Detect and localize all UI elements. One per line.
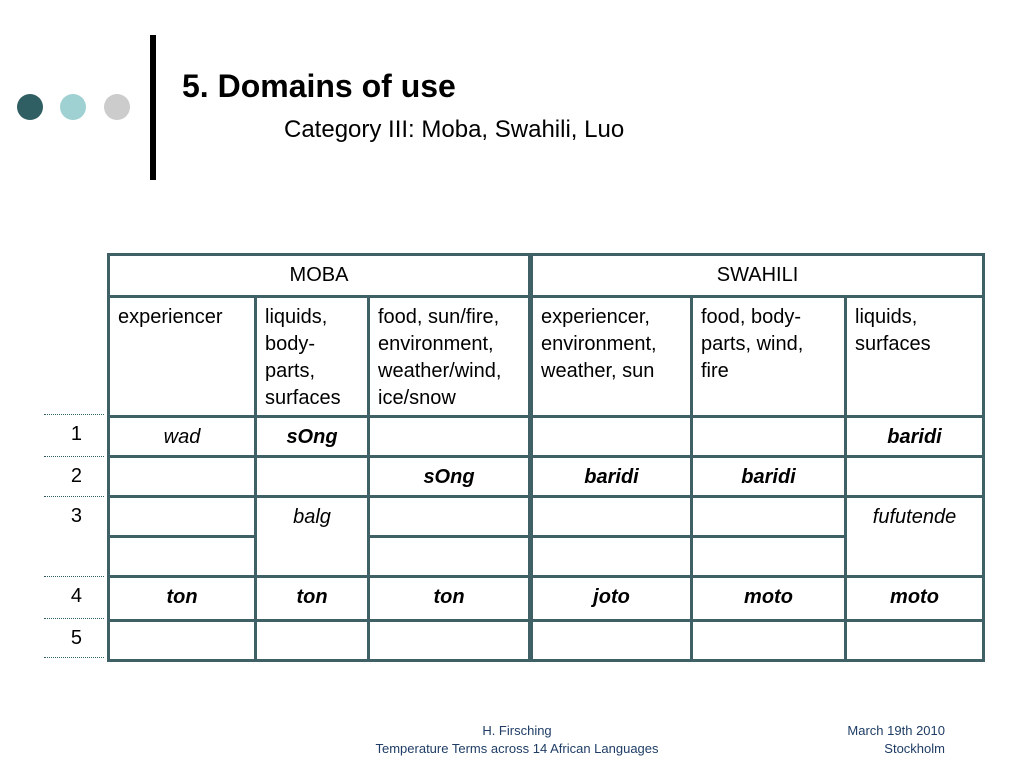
- table-cell: moto: [846, 577, 984, 621]
- table-cell: [692, 417, 846, 457]
- category-cell: liquids, body-parts, surfaces: [256, 297, 369, 417]
- category-cell: food, sun/fire, environment, weather/wind, ice/snow: [369, 297, 531, 417]
- row-label-2: 2: [44, 456, 104, 496]
- footer-center: [300, 722, 734, 758]
- table-cell: [109, 621, 256, 661]
- footer-right: [847, 722, 945, 758]
- category-cell: experiencer: [109, 297, 256, 417]
- title-divider-bar: [150, 35, 156, 180]
- slide-title: 5. Domains of use: [182, 68, 456, 104]
- table-cell: sOng: [369, 457, 531, 497]
- table-cell: ton: [109, 577, 256, 621]
- table-cell: joto: [531, 577, 692, 621]
- table-cell: baridi: [846, 417, 984, 457]
- table-cell: ton: [256, 577, 369, 621]
- row-label-4: 4: [44, 576, 104, 618]
- table-cell: [531, 417, 692, 457]
- footer-date: March 19th 2010: [847, 723, 945, 738]
- category-row: [109, 297, 984, 417]
- table-cell: [846, 457, 984, 497]
- decor-dot-light: [60, 94, 86, 120]
- table-cell: [846, 621, 984, 661]
- decor-dot-gray: [104, 94, 130, 120]
- category-cell: experiencer, environment, weather, sun: [531, 297, 692, 417]
- group-header-moba: MOBA: [109, 255, 531, 297]
- table-cell: [369, 621, 531, 661]
- table-cell: [369, 417, 531, 457]
- table-cell: sOng: [256, 417, 369, 457]
- row-label-3: 3: [44, 496, 104, 576]
- table-cell: [692, 621, 846, 661]
- table-cell: baridi: [692, 457, 846, 497]
- footer-place: Stockholm: [884, 741, 945, 756]
- table-cell: wad: [109, 417, 256, 457]
- table-cell: moto: [692, 577, 846, 621]
- table-row-2: [109, 457, 984, 497]
- table-cell: [369, 537, 531, 577]
- table-cell: [109, 497, 256, 537]
- table-cell: [109, 537, 256, 577]
- group-header-swahili: SWAHILI: [531, 255, 984, 297]
- footer-author: H. Firsching: [482, 723, 552, 738]
- table-cell: fufutende: [846, 497, 984, 577]
- category-cell: liquids, surfaces: [846, 297, 984, 417]
- table-row-3: [109, 497, 984, 537]
- table-cell: ton: [369, 577, 531, 621]
- table-cell: balg: [256, 497, 369, 577]
- table-cell: [109, 457, 256, 497]
- category-cell: food, body-parts, wind, fire: [692, 297, 846, 417]
- table-cell: [256, 457, 369, 497]
- table-cell: [256, 621, 369, 661]
- slide-subtitle: Category III: Moba, Swahili, Luo: [284, 116, 625, 143]
- row-label-5: 5: [44, 618, 104, 658]
- table-row-5: [109, 621, 984, 661]
- decor-dot-dark: [17, 94, 43, 120]
- table-cell: [692, 497, 846, 537]
- domains-table: [107, 253, 985, 662]
- table-cell: [531, 497, 692, 537]
- table-cell: [369, 497, 531, 537]
- table-cell: baridi: [531, 457, 692, 497]
- row-label-1: 1: [44, 414, 104, 456]
- table-row-4: [109, 577, 984, 621]
- table-row-1: [109, 417, 984, 457]
- table-cell: [531, 537, 692, 577]
- table-cell: [531, 621, 692, 661]
- footer-talk-title: Temperature Terms across 14 African Languages: [375, 741, 659, 756]
- table-cell: [692, 537, 846, 577]
- group-header-row: [109, 255, 984, 297]
